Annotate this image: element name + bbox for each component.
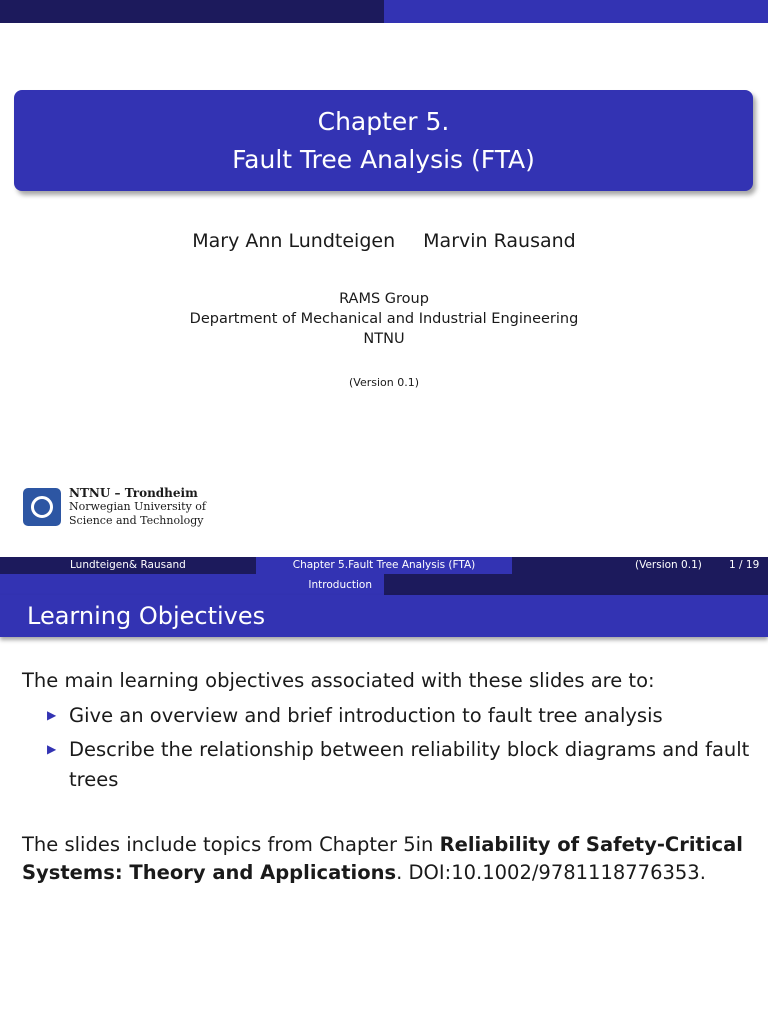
- title-box: [14, 90, 753, 191]
- authors: [0, 230, 768, 252]
- bullet-icon: ▶: [47, 708, 57, 722]
- header-strip-right: [384, 0, 768, 23]
- footline-title-box: [256, 557, 512, 574]
- footline-version: (Version 0.1): [635, 559, 702, 571]
- version-label: (Version 0.1): [348, 376, 420, 389]
- section-nav-link[interactable]: Introduction: [308, 579, 372, 591]
- bullet-2-line-1: Describe the relationship between reliability block diagrams and fault: [69, 738, 750, 761]
- section-nav-right: [384, 574, 768, 595]
- footline-authors-box: [0, 557, 256, 574]
- logo-line-3: Science and Technology: [69, 514, 204, 527]
- bullet-icon: ▶: [47, 742, 57, 756]
- institute: [0, 289, 768, 349]
- footline-version-box: [512, 557, 768, 574]
- header-strip-left: [0, 0, 384, 23]
- title-line-2: Fault Tree Analysis (FTA): [232, 145, 535, 174]
- ntnu-logo-circle: [31, 496, 53, 518]
- author-2: Marvin Rausand: [423, 230, 576, 252]
- reference-prefix: The slides include topics from Chapter 5in: [22, 833, 440, 856]
- frame-title: Learning Objectives: [27, 602, 266, 630]
- logo-line-2: Norwegian University of: [69, 500, 206, 513]
- author-1: Mary Ann Lundteigen: [192, 230, 396, 252]
- logo-name: NTNU – Trondheim: [69, 486, 198, 500]
- bullet-2-line-2: trees: [69, 768, 119, 791]
- institute-group: RAMS Group: [339, 291, 429, 307]
- reference-book-title-1: Reliability of Safety-Critical: [439, 833, 743, 856]
- logo-text: [69, 486, 206, 528]
- footline-title: Chapter 5.Fault Tree Analysis (FTA): [292, 559, 476, 571]
- title-line-1: Chapter 5.: [317, 107, 450, 136]
- institute-university: NTNU: [363, 331, 405, 347]
- institute-department: Department of Mechanical and Industrial Engineering: [189, 311, 579, 327]
- intro-text: The main learning objectives associated with these slides are to:: [22, 669, 655, 692]
- reference-doi: . DOI:10.1002/9781118776353.: [396, 861, 706, 884]
- footline-page-number: 1 / 19: [729, 559, 760, 571]
- footline-authors: Lundteigen& Rausand: [70, 559, 186, 571]
- bullet-1: Give an overview and brief introduction to fault tree analysis: [69, 704, 663, 727]
- reference-line-2: [22, 858, 706, 887]
- reference-line-1: [22, 830, 743, 859]
- reference-book-title-2: Systems: Theory and Applications: [22, 861, 397, 884]
